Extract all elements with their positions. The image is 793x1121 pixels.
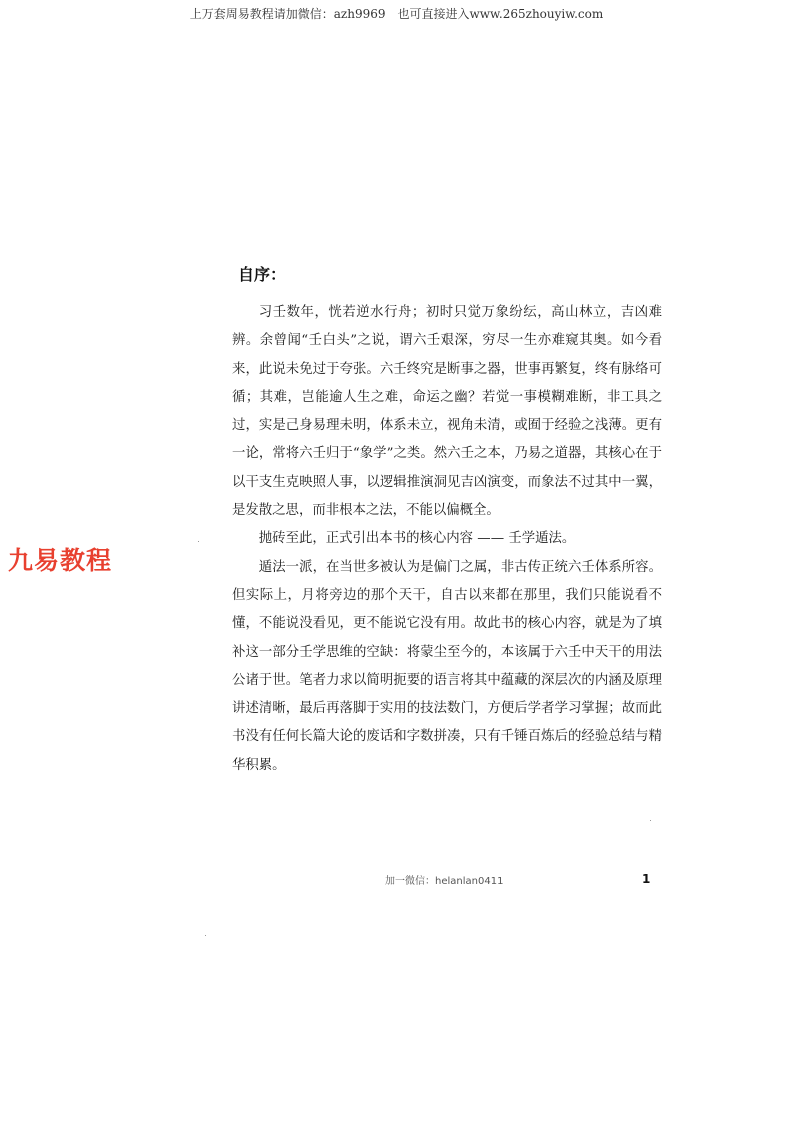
preface-paragraph-1: 习壬数年，恍若逆水行舟；初时只觉万象纷纭，高山林立，吉凶难辨。余曾闻“壬白头”之说，谓六壬艰深，穷尽一生亦难窥其奥。如今看来，此说未免过于夸张。六壬终究是断事之器，世事再繁复，终有脉络可循；其难，岂能逾人生之难，命运之幽？若觉一事模糊难断，非工具之过，实是己身易理未明，体系未立，视角未清，或囿于经验之浅薄。更有一论，常将六壬归于“象学”之类。然六壬之本，乃易之道器，其核心在于以干支生克映照人事，以逻辑推演洞见吉凶演变，而象法不过其中一翼，是发散之思，而非根本之法，不能以偏概全。 [232,305,662,519]
preface-body [232,299,662,780]
preface-paragraph-3: 遁法一派，在当世多被认为是偏门之属，非古传正统六壬体系所容。但实际上，月将旁边的那个天干，自古以来都在那里，我们只能说看不懂，不能说没看见，更不能说它没有用。故此书的核心内容，就是为了填补这一部分壬学思维的空缺：将蒙尘至今的，本该属于六壬中天干的用法公诸于世。笔者力求以简明扼要的语言将其中蕴藏的深层次的内涵及原理讲述清晰，最后再落脚于实用的技法数门，方便后学者学习掌握；故而此书没有任何长篇大论的废话和字数拼凑，只有千锤百炼后的经验总结与精华积累。 [232,559,662,773]
preface-paragraph-2: 抛砖至此，正式引出本书的核心内容 —— 壬学遁法。 [258,531,576,547]
top-banner: 上万套周易教程请加微信：azh9969 也可直接进入www.265zhouyiw.com [189,7,604,21]
preface-title: 自序： [238,265,287,284]
page-number: 1 [642,872,651,886]
watermark-logo: 九易教程 [8,546,113,575]
scan-speck [205,935,206,936]
scan-speck [650,820,651,821]
footer-wechat-id: 加一微信：helanlan0411 [385,876,504,887]
scan-speck [198,541,199,542]
